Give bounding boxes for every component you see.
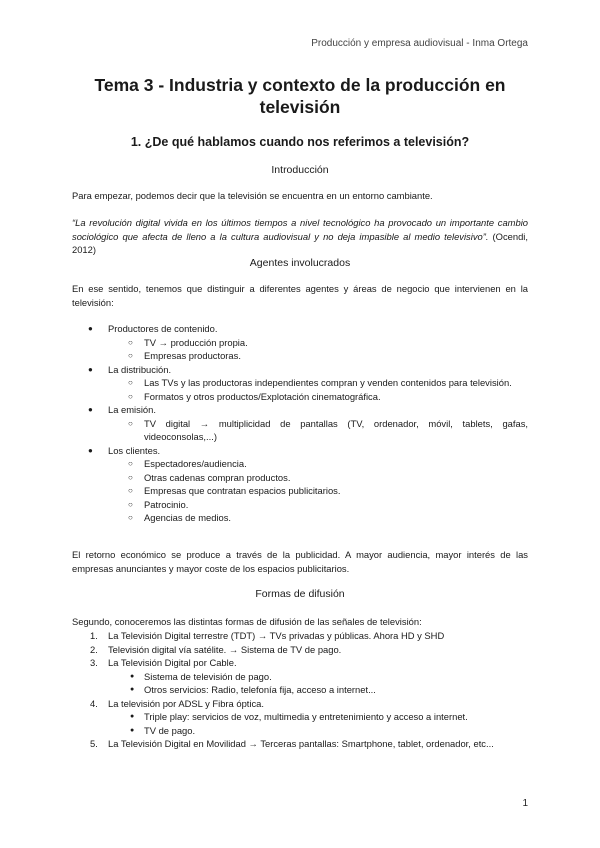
heading-introduccion: Introducción (271, 164, 329, 176)
circle-bullet-icon: ○ (128, 418, 133, 428)
list-subitem: ○ Patrocinio. (128, 498, 189, 510)
heading-formas: Formas de difusión (255, 588, 345, 600)
list-item: 1. La Televisión Digital terrestre (TDT) → TVs privadas y públicas. Ahora HD y SHD (90, 630, 445, 641)
quote-text: “La revolución digital vivida en los últimos tiempos a nivel tecnológico ha provocado un importante cambio sociológico que afecta de lleno a la cultura audiovisual y no deja impasible al medio televisivo”. (72, 217, 528, 242)
list-subitem: ○ TV → producción propia. (128, 336, 248, 348)
agentes-closing: El retorno económico se produce a través de la publicidad. A mayor audiencia, mayor interés de las empresas anunciantes y mayor coste de los espacios publicitarios. (72, 549, 528, 574)
circle-bullet-icon: ○ (128, 513, 133, 522)
bullet-icon: ● (88, 445, 93, 455)
list-subitem: ○ Agencias de medios. (128, 512, 232, 523)
circle-bullet-icon: ○ (128, 351, 133, 360)
list-item: ● Los clientes. (88, 444, 161, 456)
list-subitem: ○ Empresas que contratan espacios publicitarios. (128, 485, 341, 496)
bullet-icon: ● (130, 726, 135, 734)
list-subitem: ● TV de pago. (130, 724, 196, 736)
list-subitem: ○ Empresas productoras. (128, 350, 241, 361)
intro-paragraph: Para empezar, podemos decir que la televisión se encuentra en un entorno cambiante. (72, 190, 433, 201)
bullet-icon: ● (88, 364, 93, 374)
list-subitem: ○ Espectadores/audiencia. (128, 458, 247, 469)
list-item: 3. La Televisión Digital por Cable. (90, 657, 237, 668)
list-item: ● La distribución. (88, 363, 172, 375)
agentes-intro: En ese sentido, tenemos que distinguir a diferentes agentes y áreas de negocio que intervienen en la televisión: (72, 283, 528, 308)
list-item: 4. La televisión por ADSL y Fibra óptica. (90, 697, 264, 709)
list-subitem: ○ TV digital → multiplicidad de pantallas (TV, ordenador, móvil, tablets, gafas, videoconsolas,...) (128, 417, 528, 442)
list-subitem: ● Otros servicios: Radio, telefonía fija, acceso a internet... (130, 684, 376, 695)
document-title: Tema 3 - Industria y contexto de la producción en televisión (94, 75, 506, 117)
quote-paragraph (72, 216, 528, 257)
formas-intro: Segundo, conoceremos las distintas formas de difusión de las señales de televisión: (72, 616, 422, 627)
heading-agentes: Agentes involucrados (249, 257, 351, 269)
list-subitem: ● Sistema de televisión de pago. (130, 670, 272, 682)
bullet-icon: ● (130, 686, 135, 693)
circle-bullet-icon: ○ (128, 486, 133, 495)
list-item: 2. Televisión digital vía satélite. → Sistema de TV de pago. (90, 643, 342, 655)
bullet-icon: ● (130, 713, 135, 720)
agentes-list (72, 322, 528, 525)
list-subitem: ○ Las TVs y las productoras independientes compran y venden contenidos para televisión. (128, 377, 512, 388)
bullet-icon: ● (88, 324, 93, 333)
circle-bullet-icon: ○ (128, 459, 133, 468)
page-number: 1 (522, 798, 528, 809)
running-header: Producción y empresa audiovisual - Inma Ortega (311, 38, 528, 49)
quote-citation: (Ocendi, 2012) (72, 230, 528, 255)
circle-bullet-icon: ○ (128, 378, 133, 387)
list-subitem: ○ Formatos y otros productos/Explotación cinematográfica. (128, 390, 381, 402)
bullet-icon: ● (88, 405, 93, 414)
formas-list (72, 629, 528, 751)
list-item: ● Productores de contenido. (88, 323, 218, 334)
list-item: 5. La Televisión Digital en Movilidad → Terceras pantallas: Smartphone, tablet, ordenador, etc... (90, 738, 494, 749)
circle-bullet-icon: ○ (128, 472, 133, 482)
circle-bullet-icon: ○ (128, 337, 133, 347)
list-subitem: ● Triple play: servicios de voz, multimedia y entretenimiento y acceso a internet. (130, 711, 468, 722)
circle-bullet-icon: ○ (128, 499, 133, 509)
list-subitem: ○ Otras cadenas compran productos. (128, 471, 291, 483)
circle-bullet-icon: ○ (128, 391, 133, 401)
list-item: ● La emisión. (88, 404, 156, 415)
bullet-icon: ● (130, 672, 135, 680)
section-subtitle: 1. ¿De qué hablamos cuando nos referimos a televisión? (130, 135, 470, 149)
